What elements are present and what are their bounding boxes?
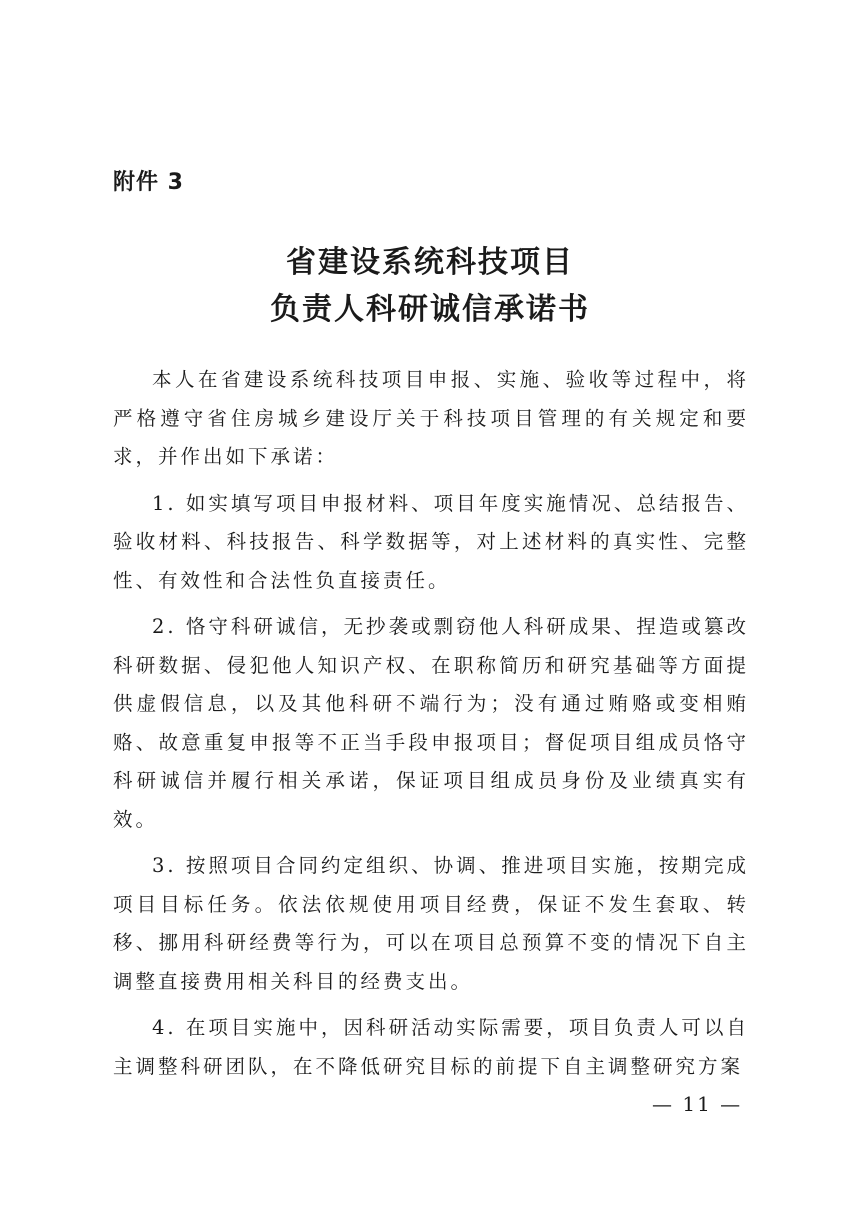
attachment-label: 附件 3 [113, 170, 184, 195]
page-number: — 11 — [652, 1092, 743, 1116]
paragraph-item-1: 1. 如实填写项目申报材料、项目年度实施情况、总结报告、验收材料、科技报告、科学数据等，对上述材料的真实性、完整性、有效性和合法性负直接责任。 [113, 491, 749, 592]
document-title-line-2: 负责人科研诚信承诺书 [270, 292, 590, 327]
document-title-line-1: 省建设系统科技项目 [286, 245, 574, 280]
document-body [113, 361, 749, 1094]
paragraph-intro: 本人在省建设系统科技项目申报、实施、验收等过程中，将严格遵守省住房城乡建设厅关于科技项目管理的有关规定和要求，并作出如下承诺： [113, 368, 749, 468]
paragraph-item-4: 4. 在项目实施中，因科研活动实际需要，项目负责人可以自主调整科研团队，在不降低研究目标的前提下自主调整研究方案 [113, 1016, 749, 1078]
paragraph-item-2: 2. 恪守科研诚信，无抄袭或剽窃他人科研成果、捏造或篡改科研数据、侵犯他人知识产权、在职称简历和研究基础等方面提供虚假信息，以及其他科研不端行为；没有通过贿赂或变相贿赂、故意重复申报等不正当手段申报项目；督促项目组成员恪守科研诚信并履行相关承诺，保证项目组成员身份及业绩真实有效。 [113, 615, 749, 831]
paragraph-item-3: 3. 按照项目合同约定组织、协调、推进项目实施，按期完成项目目标任务。依法依规使用项目经费，保证不发生套取、转移、挪用科研经费等行为，可以在项目总预算不变的情况下自主调整直接费用相关科目的经费支出。 [113, 854, 749, 993]
